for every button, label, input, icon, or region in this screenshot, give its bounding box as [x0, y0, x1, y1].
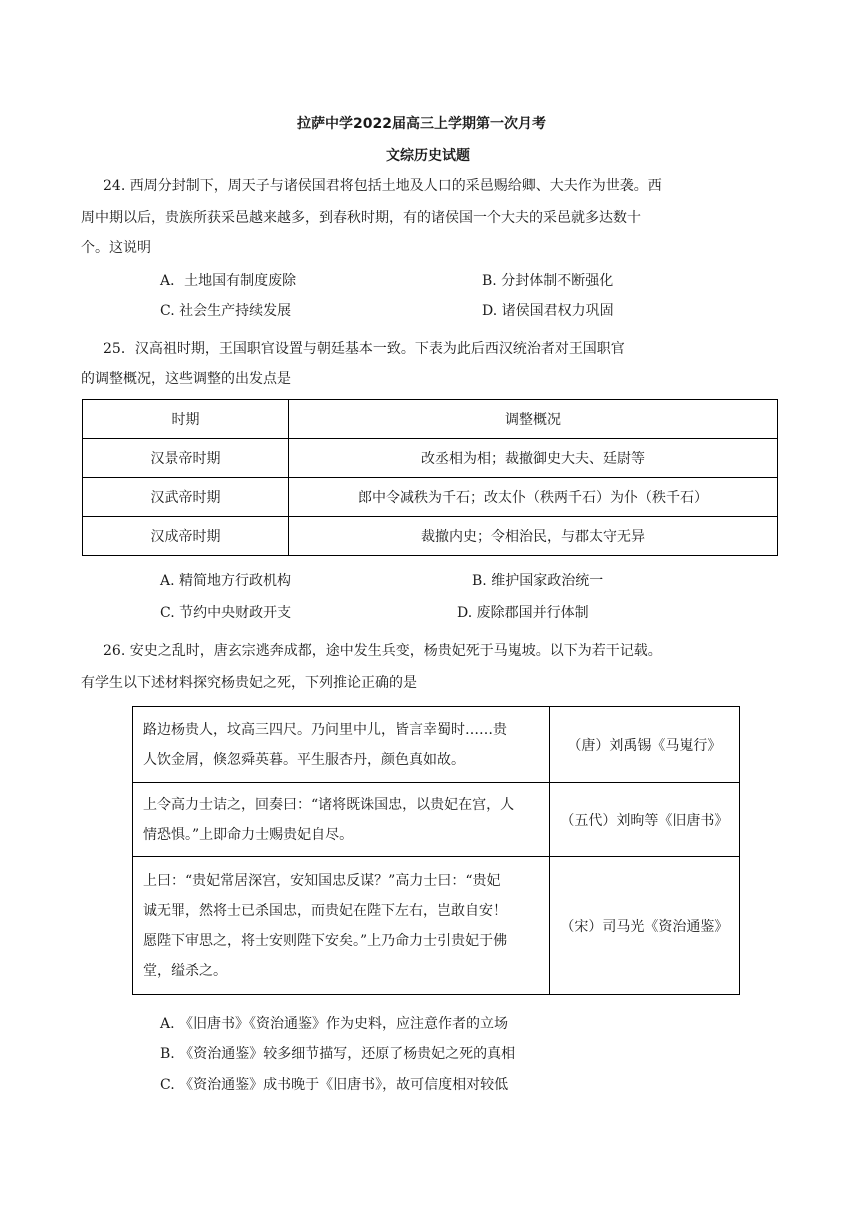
table-cell-summary: 改丞相为相；裁撤御史大夫、廷尉等	[289, 439, 778, 478]
page-title: 拉萨中学2022届高三上学期第一次月考	[297, 116, 546, 132]
quote-line: 人饮金屑，倏忽舜英暮。平生服杏丹，颜色真如故。	[143, 751, 465, 768]
table-row	[83, 478, 778, 517]
q26-option-b[interactable]: B. 《资治通鉴》较多细节描写，还原了杨贵妃之死的真相	[160, 1046, 516, 1062]
q25-option-d[interactable]: D. 废除郡国并行体制	[457, 605, 589, 621]
q25-stem-line-2: 的调整概况，这些调整的出发点是	[81, 371, 291, 387]
table-cell-period: 汉武帝时期	[83, 478, 289, 517]
quote-line: 情恐惧。”上即命力士赐贵妃自尽。	[143, 826, 354, 843]
q25-table	[82, 399, 778, 556]
q26-option-c[interactable]: C. 《资治通鉴》成书晚于《旧唐书》，故可信度相对较低	[160, 1077, 509, 1093]
q26-stem-line-1: 26. 安史之乱时，唐玄宗逃奔成都，途中发生兵变，杨贵妃死于马嵬坡。以下为若干记载。	[103, 643, 662, 659]
table-row	[83, 439, 778, 478]
q24-stem-line-3: 个。这说明	[81, 240, 151, 256]
source-quote	[133, 857, 550, 995]
q25-stem-line-1: 25．汉高祖时期，王国职官设置与朝廷基本一致。下表为此后西汉统治者对王国职官	[103, 341, 625, 357]
source-attribution: （唐）刘禹锡《马嵬行》	[549, 707, 739, 783]
q24-option-c[interactable]: C. 社会生产持续发展	[160, 303, 292, 319]
table-cell-summary: 裁撤内史；令相治民，与郡太守无异	[289, 517, 778, 556]
quote-line: 诚无罪，然将士已杀国忠，而贵妃在陛下左右，岂敢自安！	[143, 902, 507, 919]
source-attribution: （五代）刘昫等《旧唐书》	[549, 783, 739, 857]
q24-stem-line-2: 周中期以后，贵族所获采邑越来越多，到春秋时期，有的诸侯国一个大夫的采邑就多达数十	[81, 210, 641, 226]
source-attribution: （宋）司马光《资治通鉴》	[549, 857, 739, 995]
q26-stem-line-2: 有学生以下述材料探究杨贵妃之死，下列推论正确的是	[81, 675, 417, 691]
table-header-cell: 调整概况	[289, 400, 778, 439]
quote-line: 愿陛下审思之，将士安则陛下安矣。”上乃命力士引贵妃于佛	[143, 932, 508, 949]
table-header-cell: 时期	[83, 400, 289, 439]
q26-sources-table	[132, 706, 740, 995]
source-quote	[133, 783, 550, 857]
quote-line: 上令高力士诘之，回奏曰：“诸将既诛国忠，以贵妃在宫，人	[143, 796, 515, 813]
q25-option-a[interactable]: A. 精简地方行政机构	[160, 573, 292, 589]
q24-stem-line-1: 24. 西周分封制下，周天子与诸侯国君将包括土地及人口的采邑赐给卿、大夫作为世袭。西	[103, 178, 662, 194]
quote-line: 堂，缢杀之。	[143, 962, 227, 979]
q24-option-d[interactable]: D. 诸侯国君权力巩固	[482, 303, 614, 319]
source-quote	[133, 707, 550, 783]
table-cell-period: 汉景帝时期	[83, 439, 289, 478]
quote-line: 路边杨贵人，坟高三四尺。乃问里中儿，皆言幸蜀时……贵	[143, 721, 507, 738]
q26-option-a[interactable]: A. 《旧唐书》《资治通鉴》作为史料，应注意作者的立场	[160, 1016, 509, 1032]
q24-option-b[interactable]: B. 分封体制不断强化	[482, 273, 614, 289]
q24-option-a[interactable]: A．土地国有制度废除	[160, 273, 297, 289]
table-cell-summary: 郎中令减秩为千石；改太仆（秩两千石）为仆（秩千石）	[289, 478, 778, 517]
table-header-row	[83, 400, 778, 439]
table-row	[133, 783, 740, 857]
page-subtitle: 文综历史试题	[386, 148, 470, 164]
table-row	[133, 707, 740, 783]
quote-line: 上曰：“贵妃常居深宫，安知国忠反谋？”高力士曰：“贵妃	[143, 872, 501, 889]
table-row	[133, 857, 740, 995]
q25-option-b[interactable]: B. 维护国家政治统一	[472, 573, 604, 589]
q25-option-c[interactable]: C. 节约中央财政开支	[160, 605, 292, 621]
table-cell-period: 汉成帝时期	[83, 517, 289, 556]
table-row	[83, 517, 778, 556]
